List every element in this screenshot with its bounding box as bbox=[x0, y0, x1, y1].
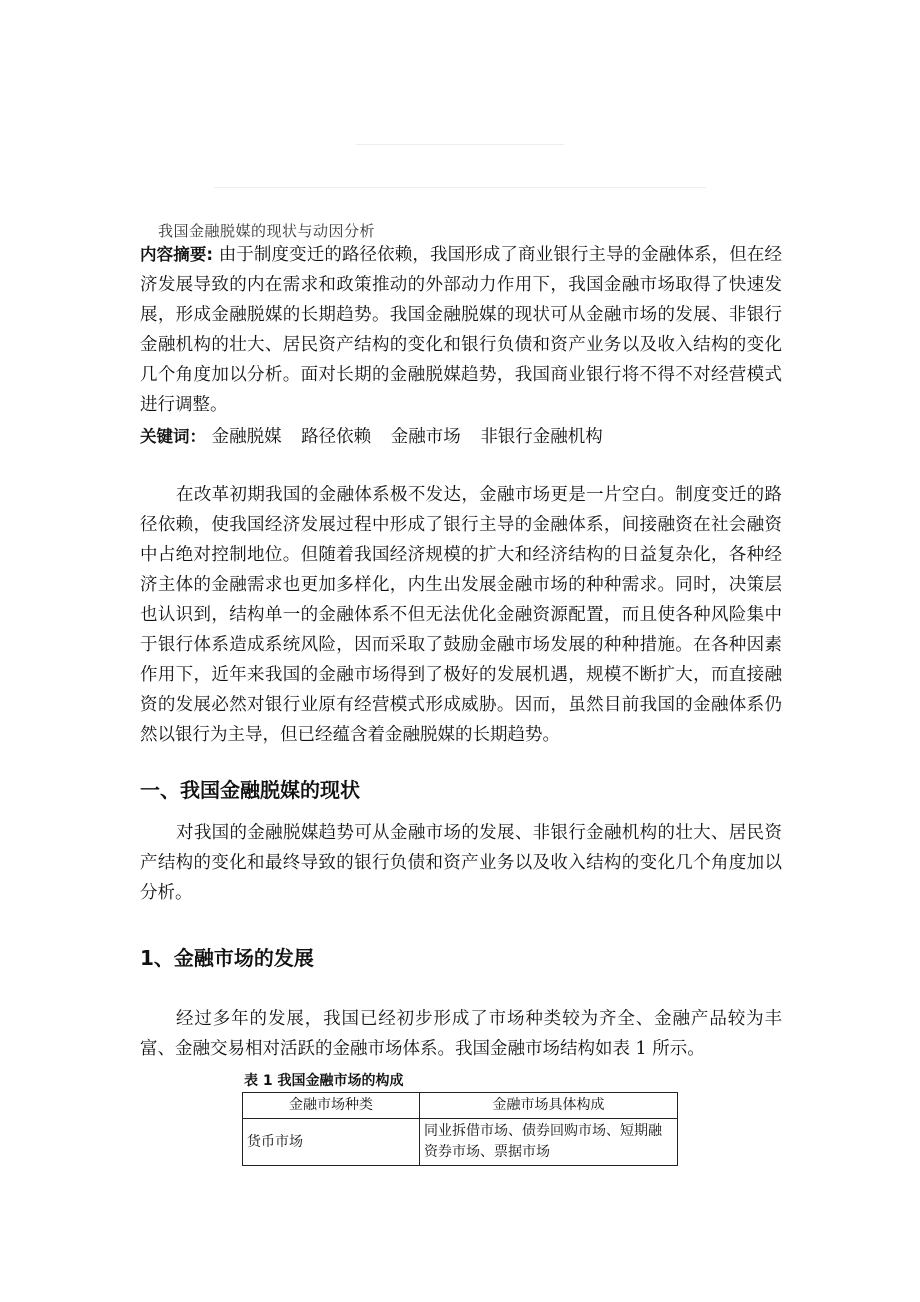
table-row bbox=[243, 1119, 678, 1166]
table-header-row bbox=[243, 1093, 678, 1119]
keyword-item: 金融脱媒 bbox=[211, 427, 282, 447]
section-heading: 一、我国金融脱媒的现状 bbox=[140, 778, 360, 802]
table-header-cell: 金融市场种类 bbox=[243, 1093, 420, 1119]
table-caption: 表 1 我国金融市场的构成 bbox=[244, 1073, 404, 1089]
keywords bbox=[140, 422, 782, 452]
abstract-text: 由于制度变迁的路径依赖，我国形成了商业银行主导的金融体系，但在经济发展导致的内在需求和政策推动的外部动力作用下，我国金融市场取得了快速发展，形成金融脱媒的长期趋势。我国金融脱媒的现状可从金融市场的发展、非银行金融机构的壮大、居民资产结构的变化和银行负债和资产业务以及收入结构的变化几个角度加以分析。面对长期的金融脱媒趋势，我国商业银行将不得不对经营模式进行调整。 bbox=[140, 245, 782, 415]
keyword-item: 非银行金融机构 bbox=[480, 427, 603, 447]
intro-paragraph: 在改革初期我国的金融体系极不发达，金融市场更是一片空白。制度变迁的路径依赖，使我国经济发展过程中形成了银行主导的金融体系，间接融资在社会融资中占绝对控制地位。但随着我国经济规模的扩大和经济结构的日益复杂化，各种经济主体的金融需求也更加多样化，内生出发展金融市场的种种需求。同时，决策层也认识到，结构单一的金融体系不但无法优化金融资源配置，而且使各种风险集中于银行体系造成系统风险，因而采取了鼓励金融市场发展的种种措施。在各种因素作用下，近年来我国的金融市场得到了极好的发展机遇，规模不断扩大，而直接融资的发展必然对银行业原有经营模式形成威胁。因而，虽然目前我国的金融体系仍然以银行为主导，但已经蕴含着金融脱媒的长期趋势。 bbox=[140, 485, 782, 745]
table-cell: 货币市场 bbox=[243, 1119, 420, 1166]
section-paragraph: 对我国的金融脱媒趋势可从金融市场的发展、非银行金融机构的壮大、居民资产结构的变化和最终导致的银行负债和资产业务以及收入结构的变化几个角度加以分析。 bbox=[140, 823, 782, 903]
abstract-label: 内容摘要: bbox=[140, 245, 214, 264]
header-rule-bottom bbox=[214, 187, 706, 188]
table-header-cell: 金融市场具体构成 bbox=[420, 1093, 678, 1119]
abstract bbox=[140, 240, 782, 420]
header-rule-top bbox=[356, 144, 564, 145]
market-structure-table bbox=[242, 1092, 678, 1166]
keyword-item: 金融市场 bbox=[390, 427, 461, 447]
keyword-item: 路径依赖 bbox=[301, 427, 372, 447]
keywords-label: 关键词： bbox=[140, 427, 206, 446]
document-title: 我国金融脱媒的现状与动因分析 bbox=[158, 222, 376, 240]
subsection-paragraph: 经过多年的发展，我国已经初步形成了市场种类较为齐全、金融产品较为丰富、金融交易相对活跃的金融市场体系。我国金融市场结构如表 1 所示。 bbox=[140, 1009, 782, 1059]
table-cell: 同业拆借市场、债券回购市场、短期融资券市场、票据市场 bbox=[420, 1119, 678, 1166]
subsection-heading: 1、金融市场的发展 bbox=[140, 946, 314, 970]
